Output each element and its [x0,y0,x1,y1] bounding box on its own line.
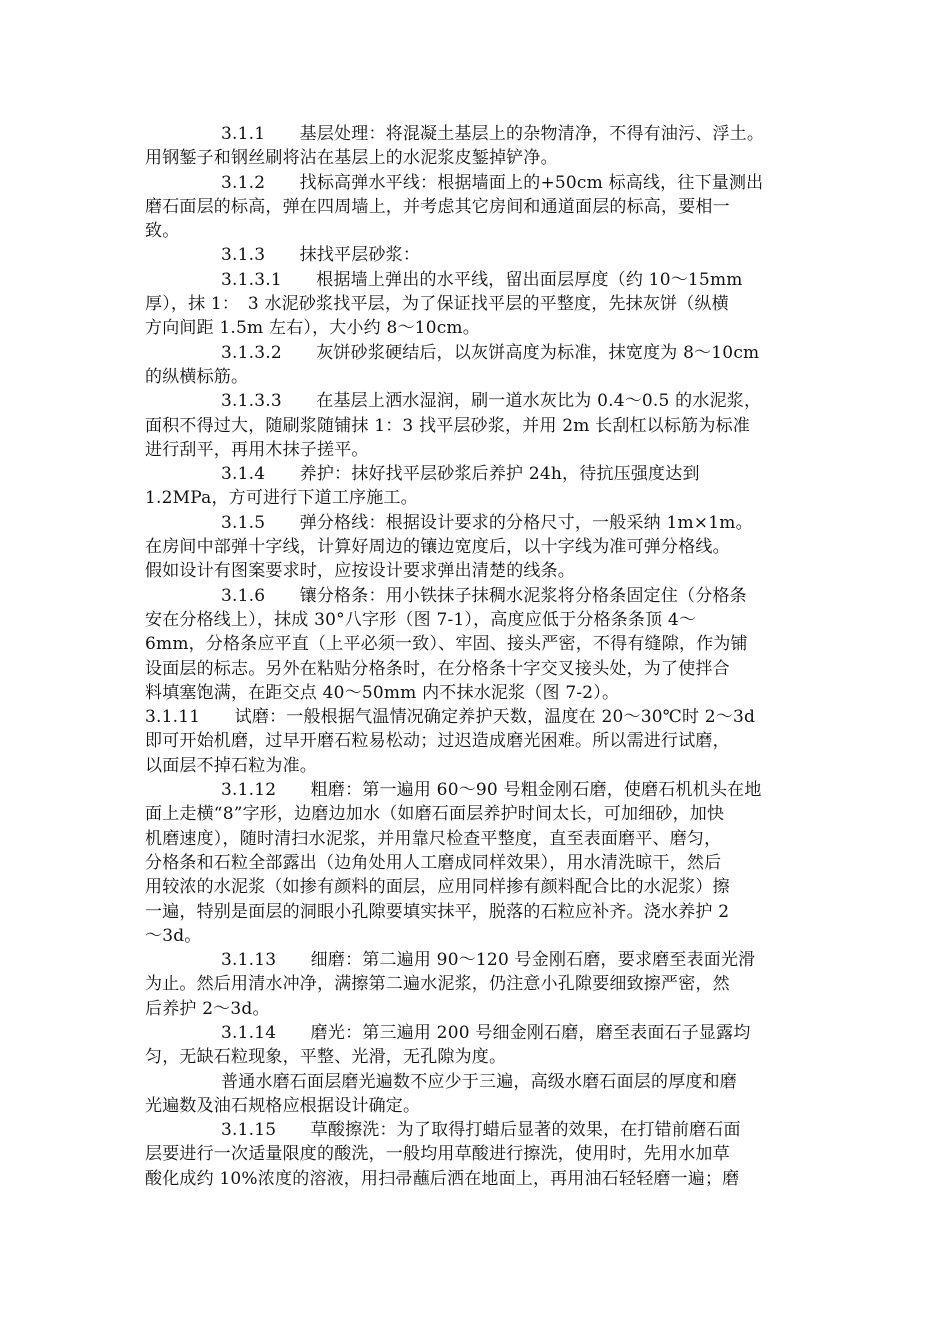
text-line: 后养护 2～3d。 [145,998,270,1019]
text-line: 的纵横标筋。 [145,366,249,387]
text-line: 3.1.5 弹分格线：根据设计要求的分格尺寸，一般采纳 1m×1m。 [221,512,753,533]
text-line: 设面层的标志。另外在粘贴分格条时，在分格条十字交叉接头处，为了使拌合 [145,658,730,679]
text-line: 致。 [145,221,180,242]
text-line: 假如设计有图案要求时，应按设计要求弹出清楚的线条。 [145,561,575,582]
text-line: 为止。然后用清水冲净，满擦第二遍水泥浆，仍注意小孔隙要细致擦严密，然 [145,974,730,995]
text-line: 料填塞饱满，在距交点 40～50mm 内不抹水泥浆（图 7-2）。 [145,682,620,703]
text-line: 匀，无缺石粒现象，平整、光滑，无孔隙为度。 [145,1047,507,1068]
text-line: 3.1.11 试磨：一般根据气温情况确定养护天数，温度在 20～30℃时 2～3d [145,707,756,728]
text-line: 机磨速度），随时清扫水泥浆，并用靠尺检查平整度，直至表面磨平、磨匀， [145,828,722,849]
text-line: 磨石面层的标高，弹在四周墙上，并考虑其它房间和通道面层的标高，要相一 [145,196,730,217]
text-line: 层要进行一次适量限度的酸洗，一般均用草酸进行擦洗，使用时，先用水加草 [145,1144,730,1165]
text-line: 光遍数及油石规格应根据设计确定。 [145,1095,421,1116]
text-line: 3.1.4 养护：抹好找平层砂浆后养护 24h，待抗压强度达到 [221,464,700,485]
text-line: 3.1.6 镶分格条：用小铁抹子抹稠水泥浆将分格条固定住（分格条 [221,585,747,606]
text-line: 6mm，分格条应平直（上平必须一致）、牢固、接头严密，不得有缝隙，作为铺 [145,634,748,655]
text-line: 面积不得过大，随刷浆随铺抹 1：3 找平层砂浆，并用 2m 长刮杠以标筋为标准 [145,415,750,436]
text-line: ～3d。 [145,925,202,946]
text-line: 3.1.14 磨光：第三遍用 200 号细金刚石磨，磨至表面石子显露均 [221,1022,751,1043]
text-line: 3.1.3.1 根据墙上弹出的水平线，留出面层厚度（约 10～15mm [221,269,743,290]
text-line: 面上走横“8”字形，边磨边加水（如磨石面层养护时间太长，可加细砂，加快 [145,804,725,825]
text-line: 即可开始机磨，过早开磨石粒易松动；过迟造成磨光困难。所以需进行试磨， [145,731,730,752]
document-body [145,122,805,1191]
text-line: 3.1.3 抹找平层砂浆： [221,245,421,266]
text-line: 安在分格线上），抹成 30°八字形（图 7-1），高度应低于分格条条顶 4～ [145,609,697,630]
text-line: 3.1.3.3 在基层上洒水湿润，刷一道水灰比为 0.4～0.5 的水泥浆， [221,391,762,412]
text-line: 3.1.15 草酸擦洗：为了取得打蜡后显著的效果，在打错前磨石面 [221,1120,741,1141]
text-line: 3.1.12 粗磨：第一遍用 60～90 号粗金刚石磨，使磨石机机头在地 [221,780,762,801]
text-line: 以面层不掉石粒为准。 [145,755,317,776]
text-line: 3.1.1 基层处理：将混凝土基层上的杂物清净，不得有油污、浮土。 [221,124,765,144]
text-line: 3.1.3.2 灰饼砂浆硬结后，以灰饼高度为标准，抹宽度为 8～10cm [221,342,760,363]
text-line: 酸化成约 10%浓度的溶液，用扫帚蘸后洒在地面上，再用油石轻轻磨一遍；磨 [145,1168,740,1189]
text-line: 用钢錾子和钢丝刷将沾在基层上的水泥浆皮錾掉铲净。 [145,148,558,169]
text-line: 方向间距 1.5m 左右），大小约 8～10cm。 [145,318,480,339]
text-line: 一遍，特别是面层的洞眼小孔隙要填实抹平，脱落的石粒应补齐。浇水养护 2 [145,901,730,922]
text-line: 分格条和石粒全部露出（边角处用人工磨成同样效果），用水清洗晾干，然后 [145,852,722,873]
text-line: 3.1.2 找标高弹水平线：根据墙面上的+50cm 标高线，往下量测出 [221,172,764,193]
text-line: 1.2MPa，方可进行下道工序施工。 [145,488,418,509]
text-line: 厚），抹 1： 3 水泥砂浆找平层，为了保证找平层的平整度，先抹灰饼（纵横 [145,294,729,315]
text-line: 在房间中部弹十字线，计算好周边的镶边宽度后，以十字线为准可弹分格线。 [145,537,730,558]
text-line: 用较浓的水泥浆（如掺有颜料的面层，应用同样掺有颜料配合比的水泥浆）擦 [145,877,730,898]
text-line: 普通水磨石面层磨光遍数不应少于三遍，高级水磨石面层的厚度和磨 [221,1071,737,1092]
text-line: 进行刮平，再用木抹子搓平。 [145,439,369,460]
text-line: 3.1.13 细磨：第二遍用 90～120 号金刚石磨，要求磨至表面光滑 [221,950,756,971]
